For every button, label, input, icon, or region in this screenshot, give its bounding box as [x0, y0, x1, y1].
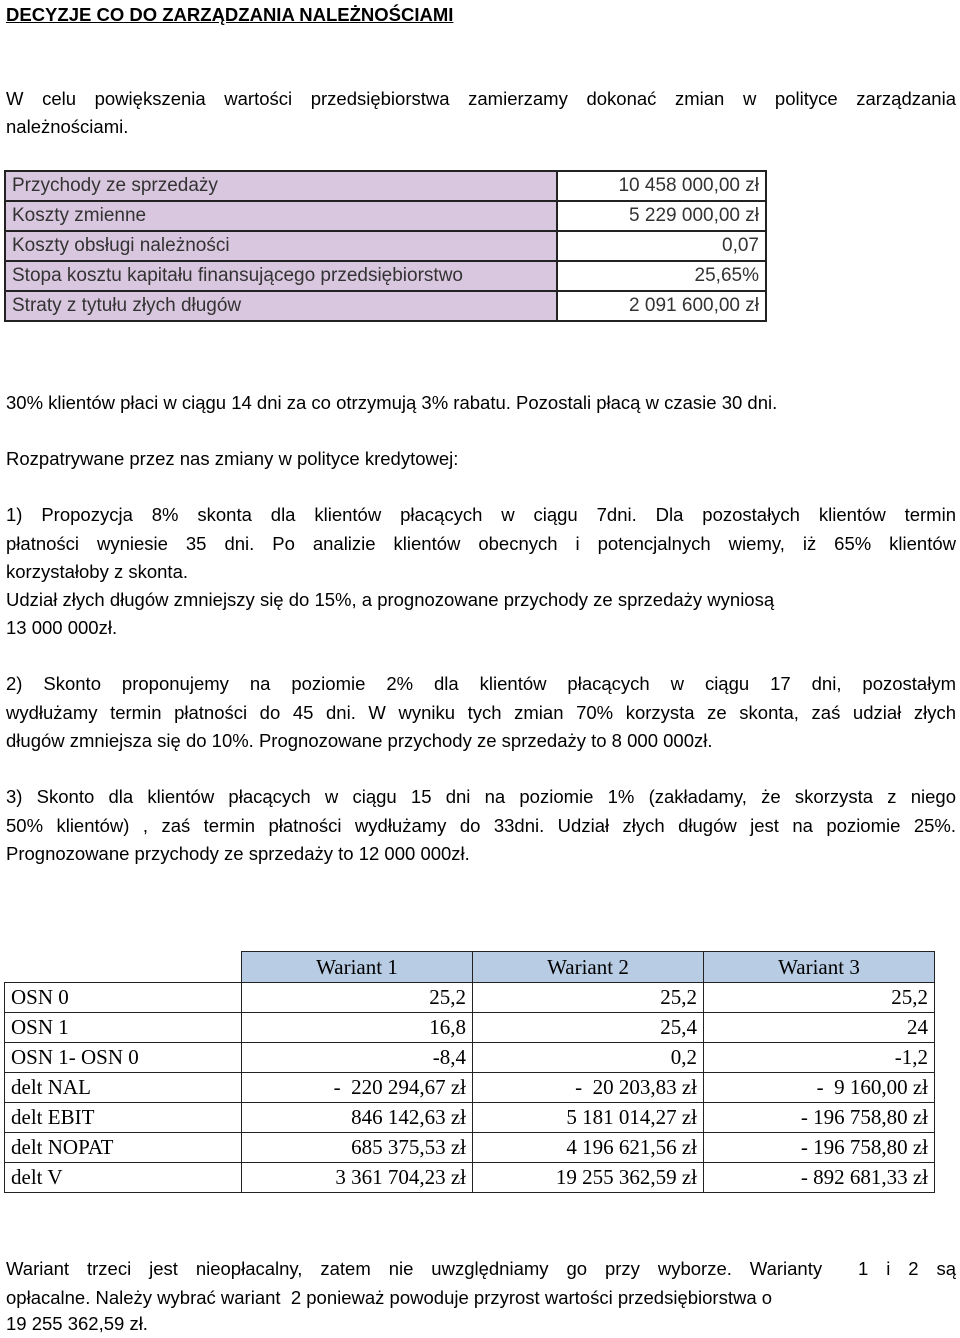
table-cell: 685 375,53 zł [242, 1133, 473, 1163]
variant2-line-3: długów zmniejsza się do 10%. Prognozowane przychody ze sprzedaży to 8 000 000zł. [6, 730, 713, 751]
table-cell: - 20 203,83 zł [473, 1073, 704, 1103]
row-label: delt V [5, 1163, 242, 1193]
table-cell: 0,2 [473, 1043, 704, 1073]
row-label: OSN 1- OSN 0 [5, 1043, 242, 1073]
table-row [5, 171, 766, 201]
table-cell: - 892 681,33 zł [704, 1163, 935, 1193]
clients-paragraph: 30% klientów płaci w ciągu 14 dni za co otrzymują 3% rabatu. Pozostali płacą w czasie 30 dni. [6, 392, 778, 413]
document-title: DECYZJE CO DO ZARZĄDZANIA NALEŻNOŚCIAMI [6, 4, 454, 25]
row-value: 5 229 000,00 zł [557, 201, 766, 231]
table-row [5, 291, 766, 321]
table-cell: - 9 160,00 zł [704, 1073, 935, 1103]
variant3-line-2: 50% klientów) , zaś termin płatności wydłużamy do 33dni. Udział złych długów jest na poziomie 25%. [6, 815, 956, 836]
row-label: Koszty zmienne [5, 201, 557, 231]
variant3-line-3: Prognozowane przychody ze sprzedaży to 12 000 000zł. [6, 843, 470, 864]
table-cell: 25,2 [242, 983, 473, 1013]
table-row [5, 261, 766, 291]
table-cell: 5 181 014,27 zł [473, 1103, 704, 1133]
considered-changes-heading: Rozpatrywane przez nas zmiany w polityce kredytowej: [6, 448, 459, 469]
conclusion-line-3: 19 255 362,59 zł. [6, 1313, 148, 1334]
row-value: 0,07 [557, 231, 766, 261]
row-value: 2 091 600,00 zł [557, 291, 766, 321]
table-cell: -1,2 [704, 1043, 935, 1073]
table-row [5, 201, 766, 231]
input-data-table [4, 170, 767, 322]
variant1-line-2: płatności wyniesie 35 dni. Po analizie klientów obecnych i potencjalnych wiemy, iż 65% klientów [6, 533, 956, 554]
variant1-line-3: korzystałoby z skonta. [6, 561, 188, 582]
table-row [5, 1043, 935, 1073]
table-row [5, 1073, 935, 1103]
row-label: Przychody ze sprzedaży [5, 171, 557, 201]
table-header-row [5, 952, 935, 983]
variant1-line-4: Udział złych długów zmniejszy się do 15%, a prognozowane przychody ze sprzedaży wyniosą [6, 589, 775, 610]
variant2-line-2: wydłużamy termin płatności do 45 dni. W wyniku tych zmian 70% korzysta ze skonta, zaś udział złych [6, 702, 956, 723]
table-cell: 19 255 362,59 zł [473, 1163, 704, 1193]
variant2-line-1: 2) Skonto proponujemy na poziomie 2% dla klientów płacących w ciągu 17 dni, pozostałym [6, 673, 956, 694]
table-row [5, 1103, 935, 1133]
variant1-line-5: 13 000 000zł. [6, 617, 118, 638]
variants-comparison-table [4, 951, 935, 1193]
conclusion-line-2: opłacalne. Należy wybrać wariant 2 ponieważ powoduje przyrost wartości przedsiębiorstwa o [6, 1287, 773, 1308]
table-cell: 4 196 621,56 zł [473, 1133, 704, 1163]
row-label: delt EBIT [5, 1103, 242, 1133]
table-cell: 16,8 [242, 1013, 473, 1043]
table-row [5, 1163, 935, 1193]
table-cell: 3 361 704,23 zł [242, 1163, 473, 1193]
variant3-line-1: 3) Skonto dla klientów płacących w ciągu 15 dni na poziomie 1% (zakładamy, że skorzysta z niego [6, 786, 956, 807]
column-header: Wariant 3 [704, 952, 935, 983]
variant1-line-1: 1) Propozycja 8% skonta dla klientów płacących w ciągu 7dni. Dla pozostałych klientów termin [6, 504, 956, 525]
intro-line-1: W celu powiększenia wartości przedsiębiorstwa zamierzamy dokonać zmian w polityce zarządzania [6, 88, 956, 109]
row-label: Koszty obsługi należności [5, 231, 557, 261]
empty-header-cell [5, 952, 242, 983]
row-label: OSN 1 [5, 1013, 242, 1043]
table-cell: 25,2 [473, 983, 704, 1013]
column-header: Wariant 1 [242, 952, 473, 983]
row-label: OSN 0 [5, 983, 242, 1013]
table-cell: -8,4 [242, 1043, 473, 1073]
table-cell: 24 [704, 1013, 935, 1043]
table-cell: 25,4 [473, 1013, 704, 1043]
row-value: 25,65% [557, 261, 766, 291]
table-cell: 25,2 [704, 983, 935, 1013]
intro-line-2: należnościami. [6, 116, 129, 137]
table-cell: 846 142,63 zł [242, 1103, 473, 1133]
table-row [5, 231, 766, 261]
row-label: delt NOPAT [5, 1133, 242, 1163]
row-label: Stopa kosztu kapitału finansującego przedsiębiorstwo [5, 261, 557, 291]
row-value: 10 458 000,00 zł [557, 171, 766, 201]
table-row [5, 1013, 935, 1043]
row-label: Straty z tytułu złych długów [5, 291, 557, 321]
row-label: delt NAL [5, 1073, 242, 1103]
table-row [5, 983, 935, 1013]
conclusion-line-1: Wariant trzeci jest nieopłacalny, zatem nie uwzględniamy go przy wyborze. Warianty 1 i 2 są [6, 1258, 956, 1279]
table-cell: - 196 758,80 zł [704, 1133, 935, 1163]
table-row [5, 1133, 935, 1163]
table-cell: - 196 758,80 zł [704, 1103, 935, 1133]
column-header: Wariant 2 [473, 952, 704, 983]
table-cell: - 220 294,67 zł [242, 1073, 473, 1103]
